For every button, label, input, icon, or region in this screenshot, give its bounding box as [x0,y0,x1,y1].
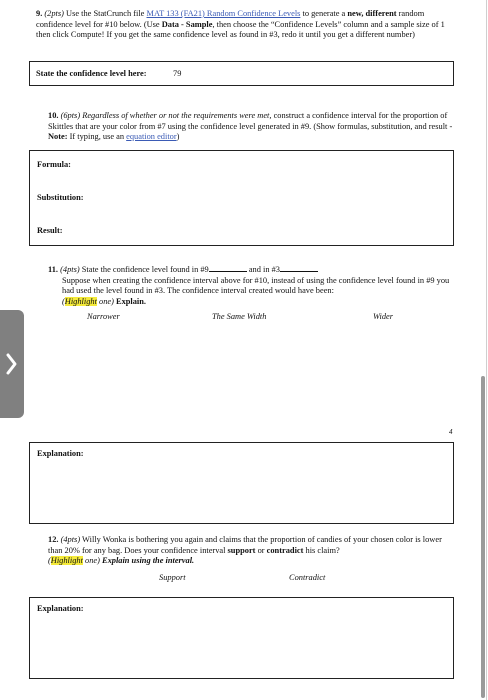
formula-label: Formula: [37,160,71,169]
explanation-box-11[interactable] [29,442,454,524]
confidence-level-box[interactable] [29,61,454,86]
statcrunch-file-link[interactable]: MAT 133 (FA21) Random Confidence Levels [146,9,301,18]
option-wider[interactable]: Wider [373,312,394,321]
q12-points: (4pts) [60,535,81,544]
option-same-width[interactable]: The Same Width [212,312,267,321]
question-9: 9. (2pts) Use the StatCrunch file MAT 133 (FA21) Random Confidence Levels to generate a new, different random confidence level for #10 below. (Use Data - Sample, then choose the “Confidence Levels” column and a sample size of 1 then click Compute! If you get the same confidence level as found in #3, redo it until you get a different number) [36,9,445,40]
q11-blank-9[interactable] [209,263,247,272]
explanation-box-12[interactable] [29,597,454,679]
q12-number: 12. [48,535,59,544]
substitution-label: Substitution: [37,193,84,202]
explanation-label-12: Explanation: [37,604,84,613]
q10-number: 10. [48,111,59,120]
equation-editor-link[interactable]: equation editor [126,132,177,142]
question-11: 11. (4pts) State the confidence level found in #9 and in #3 Suppose when creating the confidence interval above for #10, instead of using the confidence level found in #9 you had used the level found in #3. The confidence interval created would have been: (Highlight one) Explain. [48,265,450,306]
q11-highlight: Highlight [64,296,97,306]
q12-highlight: Highlight [50,556,83,566]
q10-points: (6pts) [60,111,81,120]
q9-points: (2pts) [44,9,64,18]
option-narrower[interactable]: Narrower [87,312,120,321]
confidence-level-label: State the confidence level here: [36,69,147,78]
q11-points: (4pts) [60,265,80,274]
page-number: 4 [449,428,453,436]
page-edge [486,0,487,700]
confidence-interval-box[interactable] [29,150,454,246]
side-panel-toggle[interactable] [0,310,24,418]
result-label: Result: [37,226,63,235]
q9-number: 9. [36,9,43,18]
confidence-level-value: 79 [173,69,182,78]
q11-blank-3[interactable] [280,263,318,272]
question-10: 10. (6pts) Regardless of whether or not the requirements were met, construct a confidence interval for the proportion of Skittles that are your color from #7 using the confidence level generated in #9. (Show formulas, substitution, and result - Note: If typing, use an equation editor) [48,111,453,142]
option-contradict[interactable]: Contradict [289,573,326,582]
question-12: 12. (4pts) Willy Wonka is bothering you again and claims that the proportion of candies of your chosen color is lower than 20% for any bag. Does your confidence interval support or contradict his claim? (Highlight one) Explain using the interval. [48,535,442,566]
chevron-right-icon [0,310,24,418]
scrollbar-thumb[interactable] [481,376,485,698]
option-support[interactable]: Support [159,573,186,582]
explanation-label-11: Explanation: [37,449,84,458]
q11-number: 11. [48,265,59,274]
